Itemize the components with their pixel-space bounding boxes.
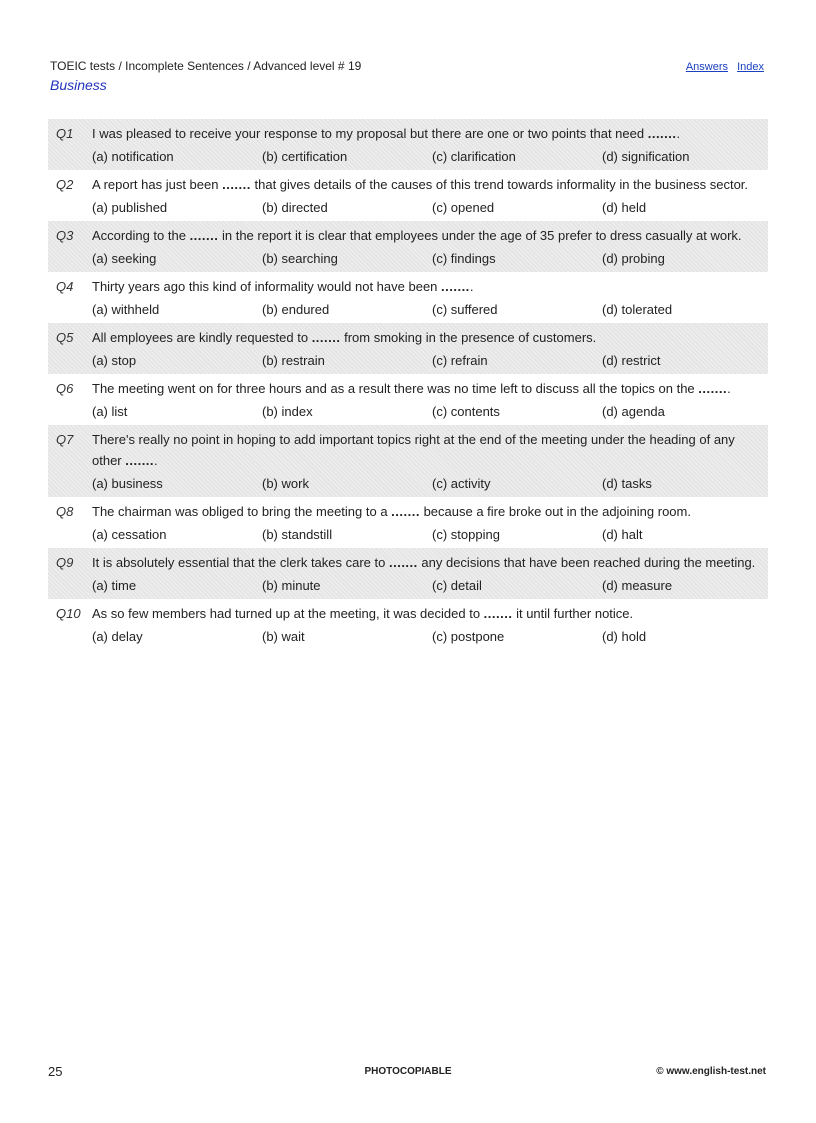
blank: ....... bbox=[189, 228, 219, 243]
question-number: Q2 bbox=[56, 177, 74, 192]
question-text: According to the ....... in the report it is clear that employees under the age of 35 prefer to dress casually at work. bbox=[92, 228, 742, 243]
option-c: (c) activity bbox=[432, 476, 491, 491]
question-text: As so few members had turned up at the meeting, it was decided to ....... it until further notice. bbox=[92, 606, 634, 621]
options-row bbox=[92, 250, 756, 268]
blank: ....... bbox=[311, 330, 341, 345]
question-item bbox=[48, 170, 768, 221]
category-title: Business bbox=[50, 77, 107, 93]
index-link[interactable]: Index bbox=[737, 61, 764, 73]
question-text: The chairman was obliged to bring the meeting to a ....... because a fire broke out in the adjoining room. bbox=[92, 504, 691, 519]
option-a: (a) published bbox=[92, 200, 168, 215]
option-a: (a) delay bbox=[92, 629, 143, 644]
options-row bbox=[92, 403, 756, 421]
option-c: (c) contents bbox=[432, 404, 500, 419]
question-item bbox=[48, 425, 768, 497]
options-row bbox=[92, 628, 756, 646]
photocopiable-label: PHOTOCOPIABLE bbox=[364, 1066, 452, 1077]
question-number: Q4 bbox=[56, 279, 74, 294]
option-a: (a) withheld bbox=[92, 302, 160, 317]
option-b: (b) wait bbox=[262, 629, 305, 644]
option-d: (d) hold bbox=[602, 629, 647, 644]
option-a: (a) list bbox=[92, 404, 128, 419]
option-c: (c) opened bbox=[432, 200, 495, 215]
question-text: The meeting went on for three hours and as a result there was no time left to discuss all the topics on the ........ bbox=[92, 381, 731, 396]
option-a: (a) notification bbox=[92, 149, 174, 164]
option-b: (b) directed bbox=[262, 200, 328, 215]
options-row bbox=[92, 301, 756, 319]
options-row bbox=[92, 475, 756, 493]
question-item bbox=[48, 548, 768, 599]
option-c: (c) detail bbox=[432, 578, 482, 593]
option-a: (a) time bbox=[92, 578, 137, 593]
option-d: (d) held bbox=[602, 200, 647, 215]
option-b: (b) restrain bbox=[262, 353, 325, 368]
question-text: I was pleased to receive your response to my proposal but there are one or two points that need ........ bbox=[92, 126, 681, 141]
question-number: Q5 bbox=[56, 330, 74, 345]
blank: ....... bbox=[125, 453, 155, 468]
option-d: (d) restrict bbox=[602, 353, 661, 368]
blank: ....... bbox=[391, 504, 420, 519]
blank: ....... bbox=[222, 177, 251, 192]
question-item bbox=[48, 374, 768, 425]
question-text: Thirty years ago this kind of informality would not have been ........ bbox=[92, 279, 474, 294]
options-row bbox=[92, 526, 756, 544]
blank: ....... bbox=[483, 606, 513, 621]
options-row bbox=[92, 148, 756, 166]
option-c: (c) clarification bbox=[432, 149, 516, 164]
option-d: (d) tolerated bbox=[602, 302, 673, 317]
page-number: 25 bbox=[48, 1064, 63, 1079]
question-text: All employees are kindly requested to ....... from smoking in the presence of customers. bbox=[92, 330, 597, 345]
option-c: (c) refrain bbox=[432, 353, 488, 368]
question-number: Q9 bbox=[56, 555, 74, 570]
question-number: Q10 bbox=[56, 606, 81, 621]
option-d: (d) probing bbox=[602, 251, 665, 266]
option-b: (b) certification bbox=[262, 149, 348, 164]
option-b: (b) searching bbox=[262, 251, 338, 266]
options-row bbox=[92, 199, 756, 217]
option-d: (d) measure bbox=[602, 578, 673, 593]
blank: ....... bbox=[698, 381, 728, 396]
option-d: (d) agenda bbox=[602, 404, 665, 419]
question-item bbox=[48, 272, 768, 323]
option-b: (b) endured bbox=[262, 302, 330, 317]
blank: ....... bbox=[388, 555, 418, 570]
question-number: Q7 bbox=[56, 432, 74, 447]
breadcrumb: TOEIC tests / Incomplete Sentences / Advanced level # 19 bbox=[50, 59, 362, 73]
option-a: (a) seeking bbox=[92, 251, 157, 266]
question-text: A report has just been ....... that gives details of the causes of this trend towards informality in the business sector. bbox=[92, 177, 749, 192]
option-c: (c) stopping bbox=[432, 527, 500, 542]
question-list bbox=[48, 119, 768, 650]
options-row bbox=[92, 577, 756, 595]
option-a: (a) business bbox=[92, 476, 163, 491]
option-d: (d) halt bbox=[602, 527, 643, 542]
option-c: (c) findings bbox=[432, 251, 496, 266]
option-d: (d) tasks bbox=[602, 476, 652, 491]
option-a: (a) stop bbox=[92, 353, 137, 368]
question-number: Q6 bbox=[56, 381, 74, 396]
option-d: (d) signification bbox=[602, 149, 690, 164]
question-text: It is absolutely essential that the clerk takes care to ....... any decisions that have been reached during the meeting. bbox=[92, 555, 756, 570]
option-b: (b) work bbox=[262, 476, 309, 491]
option-c: (c) suffered bbox=[432, 302, 498, 317]
options-row bbox=[92, 352, 756, 370]
question-item bbox=[48, 599, 768, 650]
option-a: (a) cessation bbox=[92, 527, 167, 542]
question-item bbox=[48, 221, 768, 272]
copyright-label: © www.english-test.net bbox=[656, 1066, 766, 1077]
question-number: Q3 bbox=[56, 228, 74, 243]
question-text: There's really no point in hoping to add important topics right at the end of the meeting under the heading of any other ........ bbox=[92, 432, 735, 468]
blank: ....... bbox=[647, 126, 677, 141]
question-number: Q1 bbox=[56, 126, 74, 141]
question-item bbox=[48, 119, 768, 170]
answers-link[interactable]: Answers bbox=[685, 61, 729, 73]
question-item bbox=[48, 323, 768, 374]
top-links bbox=[680, 61, 764, 73]
blank: ....... bbox=[441, 279, 470, 294]
option-b: (b) index bbox=[262, 404, 313, 419]
option-b: (b) standstill bbox=[262, 527, 333, 542]
question-item bbox=[48, 497, 768, 548]
option-b: (b) minute bbox=[262, 578, 321, 593]
option-c: (c) postpone bbox=[432, 629, 505, 644]
question-number: Q8 bbox=[56, 504, 74, 519]
